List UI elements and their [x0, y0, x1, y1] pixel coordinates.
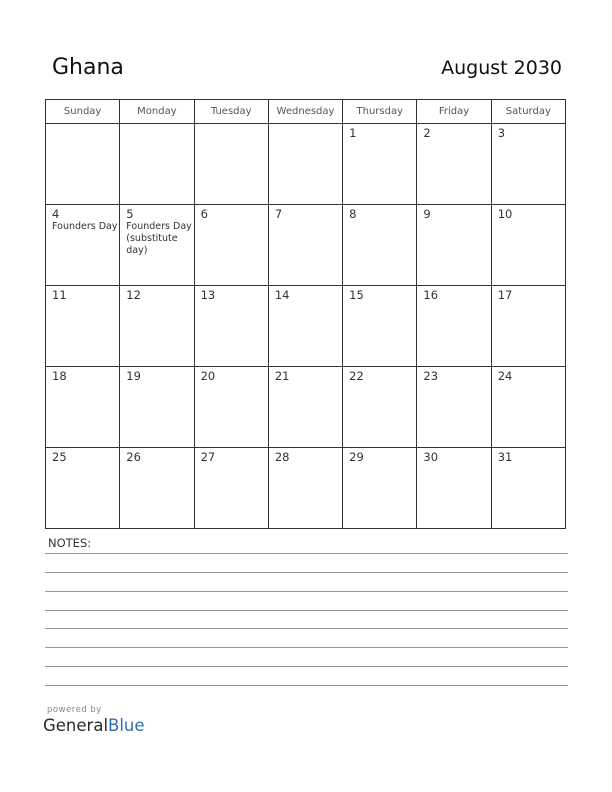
- powered-by-text: powered by: [47, 705, 102, 715]
- week-row: [46, 286, 566, 367]
- day-cell[interactable]: [343, 286, 417, 367]
- day-number: 7: [274, 207, 283, 221]
- day-cell[interactable]: [491, 286, 565, 367]
- weekday-header-row: [46, 100, 566, 124]
- note-line: [45, 610, 568, 611]
- day-number: 16: [423, 288, 439, 302]
- day-cell[interactable]: [343, 448, 417, 529]
- day-number: 29: [349, 450, 364, 464]
- day-number: 28: [274, 450, 290, 464]
- day-cell[interactable]: [120, 286, 194, 367]
- day-number: 26: [126, 450, 141, 464]
- month-year-title: August 2030: [441, 57, 562, 79]
- day-number: 31: [497, 450, 513, 464]
- note-line: [45, 666, 568, 667]
- day-cell[interactable]: [268, 205, 342, 286]
- day-number: 11: [52, 288, 67, 302]
- day-cell[interactable]: [194, 205, 268, 286]
- day-cell[interactable]: [417, 286, 491, 367]
- day-number: 1: [349, 126, 357, 140]
- day-number: 10: [497, 207, 513, 221]
- weekday-friday: Friday: [417, 100, 491, 124]
- generalblue-logo[interactable]: [43, 716, 145, 735]
- day-cell[interactable]: [46, 124, 120, 205]
- brand-blue: Blue: [108, 716, 145, 735]
- day-cell[interactable]: [120, 367, 194, 448]
- week-row: [46, 367, 566, 448]
- weekday-monday: Monday: [120, 100, 194, 124]
- day-number: 4: [52, 207, 60, 221]
- note-line: [45, 647, 568, 648]
- day-cell[interactable]: [417, 367, 491, 448]
- day-cell[interactable]: [491, 205, 565, 286]
- weekday-saturday: Saturday: [491, 100, 565, 124]
- week-row: [46, 205, 566, 286]
- day-cell[interactable]: [417, 124, 491, 205]
- day-number: 3: [497, 126, 506, 140]
- day-cell[interactable]: [194, 124, 268, 205]
- week-row: [46, 124, 566, 205]
- day-number: 2: [423, 126, 431, 140]
- day-cell[interactable]: [491, 367, 565, 448]
- day-number: 15: [349, 288, 364, 302]
- day-cell[interactable]: [343, 124, 417, 205]
- day-cell[interactable]: [46, 367, 120, 448]
- day-cell[interactable]: [417, 205, 491, 286]
- note-line: [45, 628, 568, 629]
- day-cell[interactable]: [491, 124, 565, 205]
- weekday-tuesday: Tuesday: [194, 100, 268, 124]
- day-number: 17: [497, 288, 513, 302]
- day-cell[interactable]: [194, 367, 268, 448]
- weekday-sunday: Sunday: [46, 100, 120, 124]
- day-number: 6: [200, 207, 208, 221]
- day-number: 12: [126, 288, 141, 302]
- day-cell[interactable]: [491, 448, 565, 529]
- day-number: 24: [497, 369, 513, 383]
- day-cell[interactable]: [343, 205, 417, 286]
- day-cell[interactable]: [194, 286, 268, 367]
- holiday-label: Founders Day: [52, 221, 118, 232]
- weekday-wednesday: Wednesday: [268, 100, 342, 124]
- holiday-label: Founders Day (substitute day): [126, 221, 192, 256]
- brand-general: General: [43, 716, 109, 735]
- week-row: [46, 448, 566, 529]
- note-line: [45, 591, 568, 592]
- day-cell[interactable]: [268, 124, 342, 205]
- day-number: 25: [52, 450, 67, 464]
- country-title: Ghana: [52, 55, 124, 80]
- day-number: 9: [423, 207, 431, 221]
- day-cell[interactable]: [46, 286, 120, 367]
- notes-label: NOTES:: [48, 536, 92, 550]
- day-cell[interactable]: [46, 205, 120, 286]
- weekday-thursday: Thursday: [343, 100, 417, 124]
- note-line: [45, 572, 568, 573]
- day-number: 21: [274, 369, 290, 383]
- day-number: 30: [423, 450, 439, 464]
- day-number: 19: [126, 369, 141, 383]
- day-number: 14: [274, 288, 290, 302]
- day-number: 13: [200, 288, 216, 302]
- calendar-grid: [45, 99, 566, 529]
- day-number: 27: [200, 450, 216, 464]
- day-cell[interactable]: [417, 448, 491, 529]
- day-cell[interactable]: [120, 205, 194, 286]
- day-number: 23: [423, 369, 439, 383]
- day-cell[interactable]: [120, 124, 194, 205]
- day-cell[interactable]: [194, 448, 268, 529]
- day-cell[interactable]: [268, 448, 342, 529]
- day-cell[interactable]: [120, 448, 194, 529]
- day-cell[interactable]: [46, 448, 120, 529]
- note-line: [45, 685, 568, 686]
- calendar-body: [46, 124, 566, 529]
- note-line: [45, 553, 568, 554]
- day-cell[interactable]: [343, 367, 417, 448]
- day-number: 8: [349, 207, 357, 221]
- day-number: 5: [126, 207, 134, 221]
- day-cell[interactable]: [268, 286, 342, 367]
- day-cell[interactable]: [268, 367, 342, 448]
- day-number: 20: [200, 369, 216, 383]
- day-number: 18: [52, 369, 67, 383]
- day-number: 22: [349, 369, 364, 383]
